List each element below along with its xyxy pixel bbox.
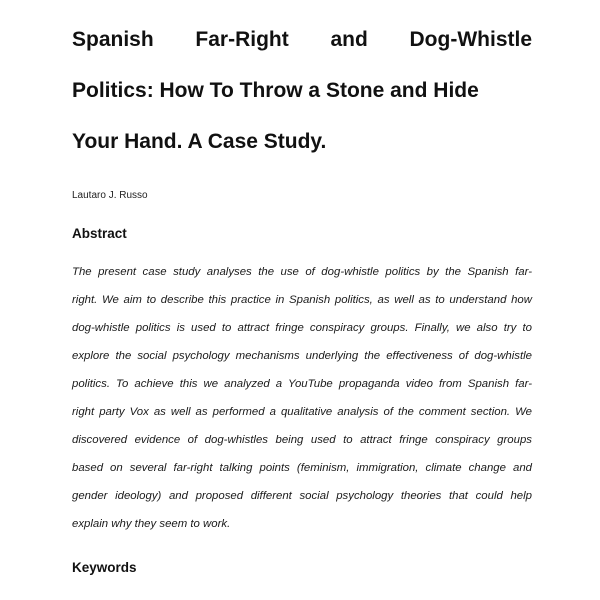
abstract-line: right. We aim to describe this practice in Spanish politics, as well as to understand how — [72, 294, 532, 306]
abstract-line: explore the social psychology mechanisms underlying the effectiveness of dog-whistle — [72, 350, 532, 362]
author-name: Lautaro J. Russo — [72, 190, 148, 201]
abstract-line: based on several far-right talking points (feminism, immigration, climate change and — [72, 462, 532, 474]
title-word: Far-Right — [195, 28, 289, 51]
abstract-heading: Abstract — [72, 226, 127, 241]
title-line-3: Your Hand. A Case Study. — [72, 130, 327, 153]
title-line-2: Politics: How To Throw a Stone and Hide — [72, 79, 479, 102]
title-line-1 — [72, 28, 532, 52]
abstract-line: explain why they seem to work. — [72, 518, 231, 530]
keywords-heading: Keywords — [72, 560, 137, 575]
abstract-line: gender ideology) and proposed different social psychology theories that could help — [72, 490, 532, 502]
abstract-line: The present case study analyses the use of dog-whistle politics by the Spanish far- — [72, 266, 532, 278]
abstract-line: dog-whistle politics is used to attract fringe conspiracy groups. Finally, we also try to — [72, 322, 532, 334]
title-word: and — [330, 28, 368, 51]
title-word: Spanish — [72, 28, 154, 51]
title-word: Dog-Whistle — [409, 28, 532, 51]
abstract-line: right party Vox as well as performed a qualitative analysis of the comment section. We — [72, 406, 532, 418]
abstract-line: politics. To achieve this we analyzed a YouTube propaganda video from Spanish far- — [72, 378, 532, 390]
abstract-line: discovered evidence of dog-whistles being used to attract fringe conspiracy groups — [72, 434, 532, 446]
